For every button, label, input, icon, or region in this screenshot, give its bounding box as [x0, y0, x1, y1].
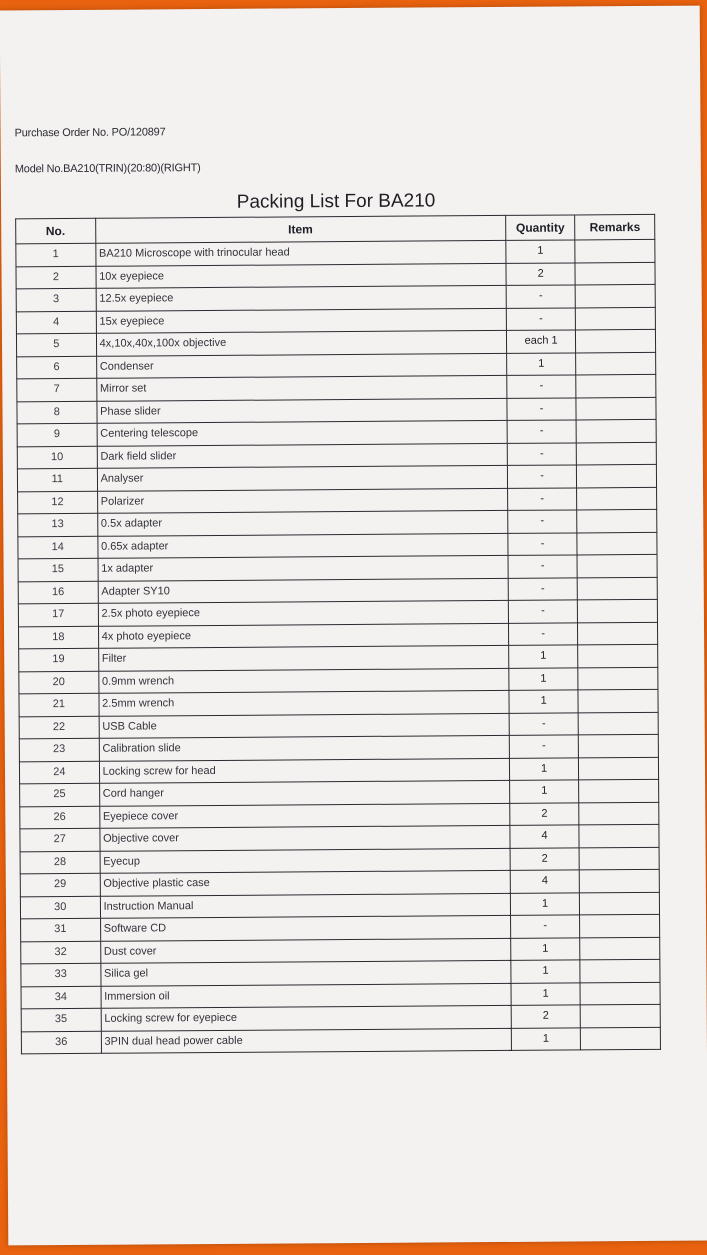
row-item: Dust cover — [100, 938, 510, 963]
row-remarks — [580, 937, 660, 960]
row-number: 33 — [21, 963, 101, 986]
row-quantity: 1 — [506, 352, 576, 375]
row-remarks — [579, 802, 659, 825]
row-remarks — [577, 487, 657, 510]
row-quantity: each 1 — [506, 330, 576, 353]
row-item: 15x eyepiece — [96, 308, 506, 333]
row-item: Dark field slider — [97, 443, 507, 468]
row-remarks — [579, 734, 659, 757]
column-header-no: No. — [16, 218, 96, 244]
row-number: 26 — [20, 806, 100, 829]
row-quantity: 1 — [506, 240, 576, 263]
row-number: 32 — [21, 941, 101, 964]
row-remarks — [578, 644, 658, 667]
row-number: 30 — [20, 896, 100, 919]
row-item: Centering telescope — [97, 420, 507, 445]
row-item: USB Cable — [99, 713, 509, 738]
row-quantity: 2 — [510, 847, 580, 870]
row-quantity: 1 — [509, 690, 579, 713]
row-quantity: - — [508, 622, 578, 645]
row-remarks — [576, 374, 656, 397]
row-item: Instruction Manual — [100, 893, 510, 918]
row-number: 2 — [16, 266, 96, 289]
row-remarks — [577, 532, 657, 555]
row-item: 2.5x photo eyepiece — [98, 600, 508, 625]
packing-list-table — [15, 214, 661, 1054]
row-remarks — [577, 464, 657, 487]
row-remarks — [580, 869, 660, 892]
row-quantity: 1 — [511, 1027, 581, 1050]
row-number: 8 — [17, 401, 97, 424]
row-item: 1x adapter — [98, 555, 508, 580]
row-item: 12.5x eyepiece — [96, 285, 506, 310]
row-number: 18 — [18, 626, 98, 649]
row-item: Cord hanger — [99, 780, 509, 805]
row-number: 20 — [19, 671, 99, 694]
row-quantity: 2 — [511, 1005, 581, 1028]
row-number: 14 — [18, 536, 98, 559]
row-quantity: - — [508, 600, 578, 623]
row-item: Eyecup — [100, 848, 510, 873]
row-number: 35 — [21, 1008, 101, 1031]
row-item: 4x photo eyepiece — [98, 623, 508, 648]
row-quantity: - — [507, 397, 577, 420]
row-item: 0.9mm wrench — [98, 668, 508, 693]
row-remarks — [578, 577, 658, 600]
model-number: Model No.BA210(TRIN)(20:80)(RIGHT) — [14, 162, 201, 176]
row-number: 9 — [17, 423, 97, 446]
row-item: Filter — [98, 645, 508, 670]
row-number: 22 — [19, 716, 99, 739]
row-number: 29 — [20, 873, 100, 896]
row-quantity: - — [507, 375, 577, 398]
row-remarks — [578, 667, 658, 690]
row-item: Phase slider — [97, 398, 507, 423]
row-quantity: - — [508, 555, 578, 578]
row-quantity: - — [507, 465, 577, 488]
row-quantity: 1 — [508, 645, 578, 668]
row-quantity: - — [510, 915, 580, 938]
row-number: 13 — [18, 513, 98, 536]
row-number: 15 — [18, 558, 98, 581]
row-quantity: - — [509, 712, 579, 735]
row-item: Condenser — [96, 353, 506, 378]
row-number: 23 — [19, 738, 99, 761]
row-remarks — [578, 712, 658, 735]
row-remarks — [578, 689, 658, 712]
column-header-item: Item — [95, 215, 505, 243]
row-number: 24 — [19, 761, 99, 784]
row-number: 7 — [17, 378, 97, 401]
row-quantity: - — [509, 735, 579, 758]
row-quantity: - — [508, 577, 578, 600]
row-quantity: 1 — [510, 937, 580, 960]
row-item: Eyepiece cover — [99, 803, 509, 828]
row-remarks — [577, 442, 657, 465]
row-quantity: 1 — [509, 757, 579, 780]
row-number: 25 — [20, 783, 100, 806]
row-remarks — [580, 914, 660, 937]
row-item: Polarizer — [97, 488, 507, 513]
row-remarks — [576, 329, 656, 352]
row-remarks — [575, 262, 655, 285]
row-item: Software CD — [100, 915, 510, 940]
row-remarks — [578, 599, 658, 622]
row-remarks — [576, 397, 656, 420]
row-number: 17 — [18, 603, 98, 626]
row-item: 2.5mm wrench — [99, 690, 509, 715]
row-remarks — [575, 239, 655, 262]
row-item: 10x eyepiece — [96, 263, 506, 288]
row-quantity: 2 — [510, 802, 580, 825]
row-item: Calibration slide — [99, 735, 509, 760]
row-number: 28 — [20, 851, 100, 874]
row-number: 10 — [17, 446, 97, 469]
paper-sheet — [0, 6, 707, 1246]
page-title: Packing List For BA210 — [236, 190, 436, 213]
row-quantity: 4 — [510, 825, 580, 848]
row-number: 31 — [21, 918, 101, 941]
row-remarks — [580, 892, 660, 915]
row-remarks — [579, 757, 659, 780]
row-remarks — [576, 352, 656, 375]
row-item: Mirror set — [96, 375, 506, 400]
row-remarks — [577, 554, 657, 577]
row-item: Analyser — [97, 465, 507, 490]
row-item: 3PIN dual head power cable — [101, 1028, 511, 1053]
row-remarks — [579, 847, 659, 870]
row-item: Objective cover — [100, 825, 510, 850]
purchase-order-number: Purchase Order No. PO/120897 — [14, 126, 166, 140]
row-number: 34 — [21, 986, 101, 1009]
row-item: Adapter SY10 — [98, 578, 508, 603]
row-remarks — [579, 779, 659, 802]
row-item: 0.65x adapter — [97, 533, 507, 558]
row-remarks — [579, 824, 659, 847]
row-remarks — [580, 982, 660, 1005]
row-number: 11 — [17, 468, 97, 491]
row-number: 16 — [18, 581, 98, 604]
row-remarks — [577, 509, 657, 532]
row-remarks — [578, 622, 658, 645]
row-number: 5 — [16, 333, 96, 356]
row-number: 4 — [16, 311, 96, 334]
row-quantity: 1 — [509, 780, 579, 803]
row-number: 6 — [17, 356, 97, 379]
row-item: 0.5x adapter — [97, 510, 507, 535]
row-quantity: 1 — [509, 667, 579, 690]
row-remarks — [575, 284, 655, 307]
row-remarks — [576, 419, 656, 442]
row-number: 27 — [20, 828, 100, 851]
row-number: 1 — [16, 243, 96, 266]
row-remarks — [580, 1004, 660, 1027]
row-item: Objective plastic case — [100, 870, 510, 895]
row-number: 19 — [19, 648, 99, 671]
row-remarks — [580, 959, 660, 982]
row-item: 4x,10x,40x,100x objective — [96, 330, 506, 355]
row-quantity: - — [507, 487, 577, 510]
row-remarks — [581, 1027, 661, 1050]
row-quantity: - — [507, 420, 577, 443]
row-item: BA210 Microscope with trinocular head — [95, 240, 505, 265]
row-item: Immersion oil — [101, 983, 511, 1008]
row-quantity: 1 — [510, 892, 580, 915]
row-quantity: 1 — [511, 960, 581, 983]
row-item: Locking screw for eyepiece — [101, 1005, 511, 1030]
row-remarks — [576, 307, 656, 330]
row-quantity: - — [508, 510, 578, 533]
row-quantity: - — [508, 532, 578, 555]
row-number: 12 — [18, 491, 98, 514]
row-number: 3 — [16, 288, 96, 311]
row-quantity: 2 — [506, 262, 576, 285]
row-quantity: 4 — [510, 870, 580, 893]
column-header-quantity: Quantity — [505, 215, 575, 240]
table-row — [21, 1027, 660, 1054]
row-quantity: - — [506, 285, 576, 308]
row-number: 21 — [19, 693, 99, 716]
row-quantity: - — [507, 442, 577, 465]
row-item: Silica gel — [100, 960, 510, 985]
row-number: 36 — [21, 1031, 101, 1054]
column-header-remarks: Remarks — [575, 214, 655, 240]
row-quantity: 1 — [511, 982, 581, 1005]
row-item: Locking screw for head — [99, 758, 509, 783]
table-body — [16, 239, 661, 1053]
row-quantity: - — [506, 307, 576, 330]
